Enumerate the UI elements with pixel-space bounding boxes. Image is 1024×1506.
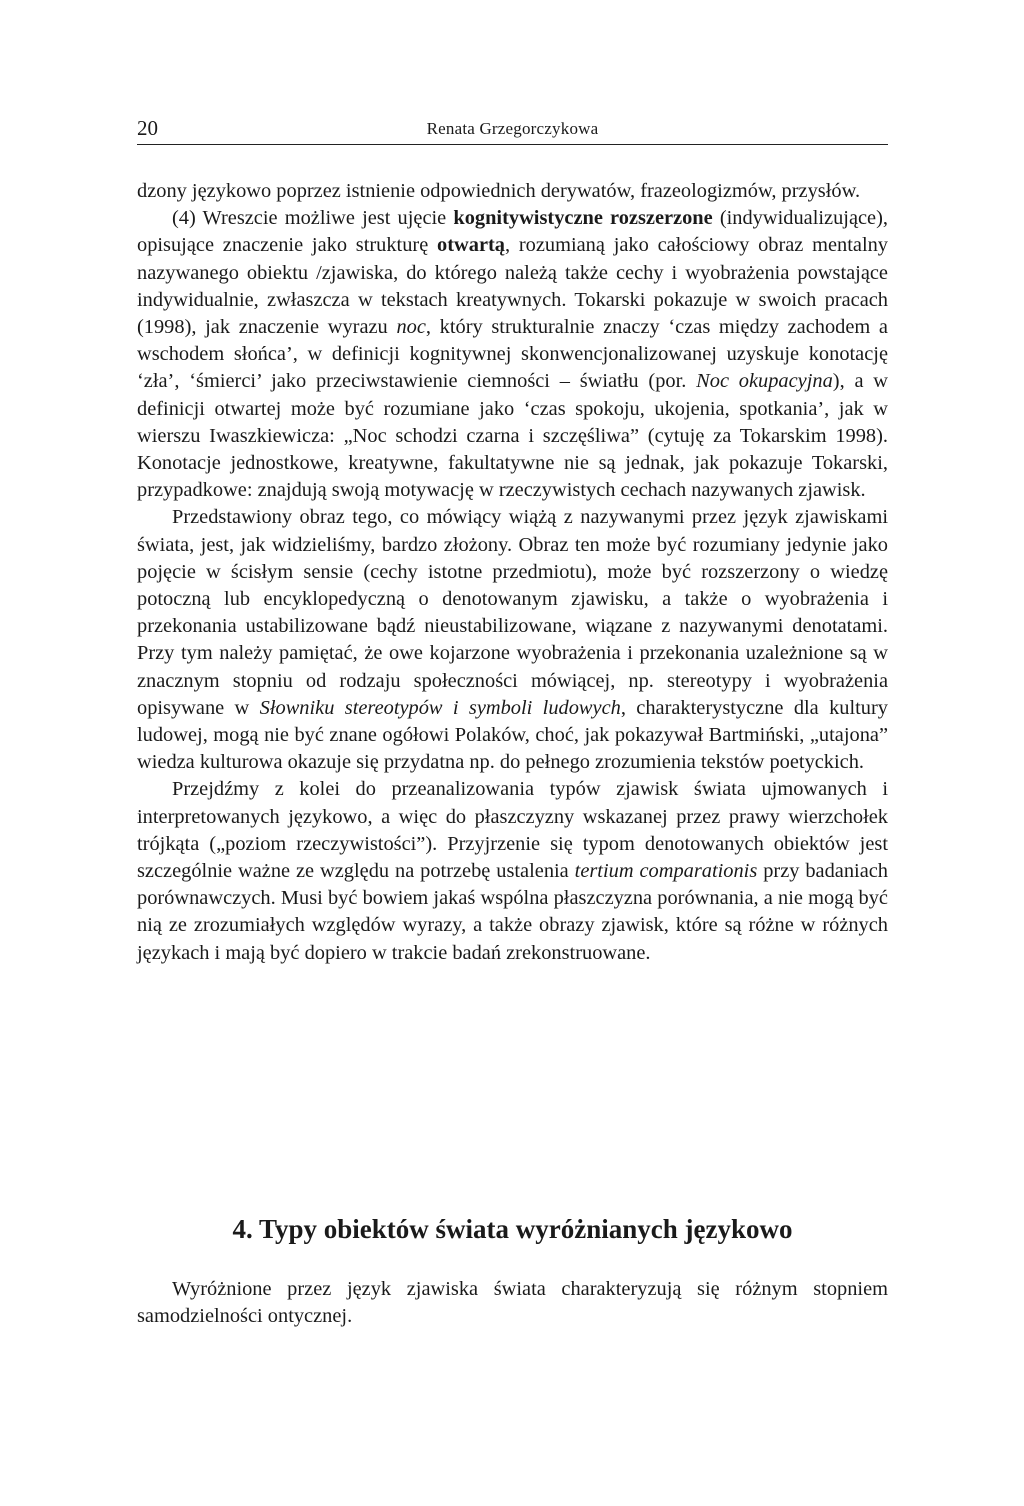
section-heading: 4. Typy obiektów świata wyróżnianych językowo xyxy=(232,1214,793,1244)
page-number: 20 xyxy=(137,116,158,140)
italic-title: Słowniku stereotypów i symboli ludowych xyxy=(259,696,621,719)
text-run: Przedstawiony obraz tego, co mówiący wiążą z nazywanymi przez język zjawiskami świata, jest, jak widzieliśmy, bardzo złożony. Obraz ten może być rozumiany jedynie jako pojęcie w ścisłym sensie (cechy istotne przedmiotu), może być rozszerzony o wiedzę potoczną lub encyklopedyczną o denotowanym zjawisku, a także o wyobrażenia i przekonania ustabilizowane bądź nieustabilizowane, wiązane z nazywanymi denotatami. Przy tym należy pamiętać, że owe kojarzone wyobrażenia i przekonania uzależnione są w znacznym stopniu od rodzaju społeczności mówiącej, np. stereotypy i wyobrażenia opisywane w xyxy=(137,506,888,719)
italic-term: tertium comparationis xyxy=(574,860,758,883)
text-run: , który strukturalnie znaczy ‘czas między zachodem a wschodem słońca’, w definicji kognitywnej skonwencjonalizowanej uzyskuje konotację ‘zła’, ‘śmierci’ jako przeciwstawienie ciemności – światłu (por. xyxy=(137,316,888,393)
italic-term: noc xyxy=(396,316,426,339)
text-run: , rozumianą jako całościowy obraz mentalny nazywanego obiektu /zjawiska, do którego należą także cechy i wyobrażenia powstające indywidualnie, zwłaszcza w tekstach kreatywnych. Tokarski pokazuje w swoich pracach (1998), jak znaczenie wyrazu xyxy=(137,234,889,339)
text-run: Przejdźmy z kolei do przeanalizowania typów zjawisk świata ujmowanych i interpretowanych językowo, a więc do płaszczyzny wskazanej przez prawy wierzchołek trójkąta („poziom rzeczywistości”). Przyjrzenie się typom denotowanych obiektów jest szczególnie ważne ze względu na potrzebę ustalenia xyxy=(137,778,888,883)
text-run: (indywidualizujące), opisujące znaczenie jako strukturę xyxy=(137,207,888,257)
text-run: przy badaniach porównawczych. Musi być bowiem jakaś wspólna płaszczyzna porównania, a nie mogą być nią ze zrozumiałych względów wyrazy, a także obrazy zjawisk, które są różne w różnych językach i mają być dopiero w trakcie badań zrekonstruowane. xyxy=(137,860,888,964)
paragraph-object-types xyxy=(137,776,888,966)
bold-term: kognitywistyczne rozszerzone xyxy=(453,207,713,230)
bold-term: otwartą xyxy=(437,234,505,257)
paragraph-section-intro: Wyróżnione przez język zjawiska świata charakteryzują się różnym stopniem samodzielności ontycznej. xyxy=(137,1278,888,1328)
section-body xyxy=(137,1276,888,1330)
italic-term: Noc okupacyjna xyxy=(696,370,833,393)
text-run: ), a w definicji otwartej może być rozumiane jako ‘czas spokoju, ukojenia, spotkania’, jak w wierszu Iwaszkiewicza: „Noc schodzi czarna i szczęśliwa” (cytuję za Tokarskim 1998). Konotacje jednostkowe, kreatywne, fakultatywne nie są jednak, jak pokazuje Tokarski, przypadkowe: znajdują swoją motywację w rzeczywistych cechach nazywanych zjawisk. xyxy=(137,370,889,502)
body-text xyxy=(137,178,888,967)
paragraph-image-complexity xyxy=(137,504,888,776)
text-run: , charakterystyczne dla kultury ludowej, mogą nie być znane ogółowi Polaków, choć, jak pokazywał Bartmiński, „utajona” wiedza kulturowa okazuje się przydatna np. do pełnego zrozumienia tekstów poetyckich. xyxy=(137,696,888,774)
running-head-author: Renata Grzegorczykowa xyxy=(426,119,599,138)
paragraph-continuation: dzony językowo poprzez istnienie odpowiednich derywatów, frazeologizmów, przysłów. xyxy=(137,180,861,202)
paragraph-cognitive-extended xyxy=(137,205,888,504)
running-head xyxy=(137,114,888,145)
text-run: (4) Wreszcie możliwe jest ujęcie xyxy=(172,207,454,230)
